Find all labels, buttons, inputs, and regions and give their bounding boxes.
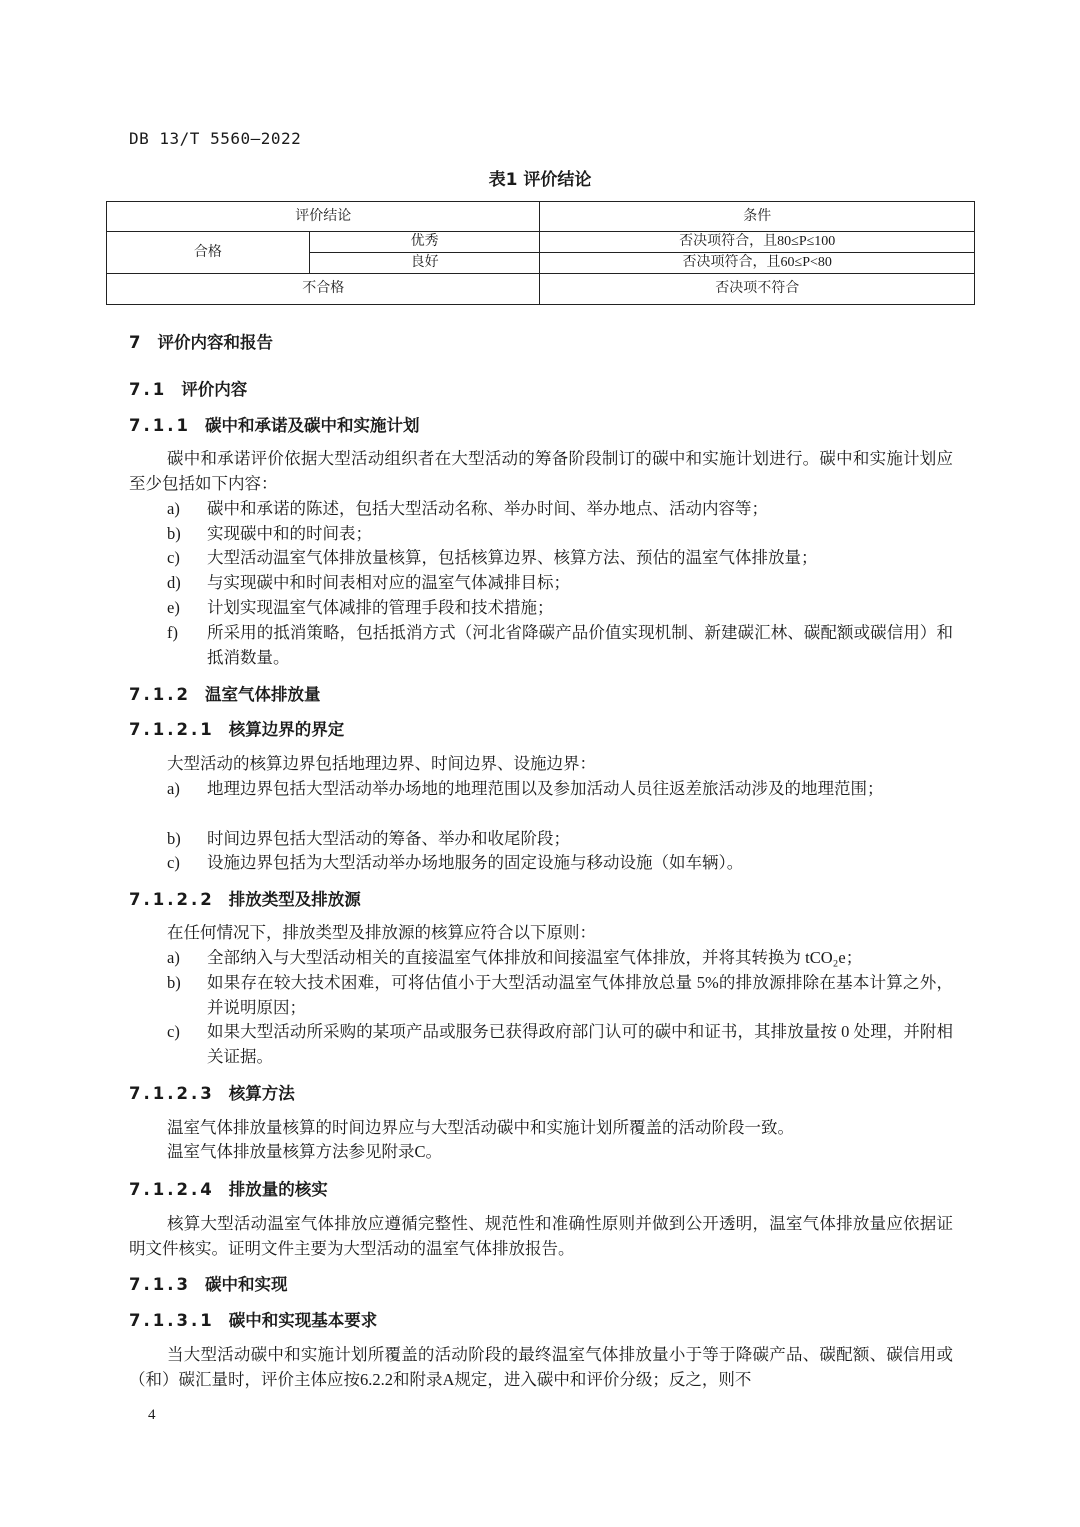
header-cell-condition: 条件: [540, 202, 975, 232]
list-item: f) 所采用的抵消策略，包括抵消方式（河北省降碳产品价值实现机制、新建碳汇林、碳配额或碳信用）和抵消数量。: [167, 623, 953, 667]
list-item: c) 大型活动温室气体排放量核算，包括核算边界、核算方法、预估的温室气体排放量；: [167, 548, 818, 567]
heading-7-1-2-1: 7.1.2.1 核算边界的界定: [129, 720, 345, 739]
cell-condition: 否决项不符合: [540, 274, 975, 305]
table-row: [107, 274, 975, 305]
paragraph: 大型活动的核算边界包括地理边界、时间边界、设施边界：: [167, 754, 596, 773]
table-caption: 表1 评价结论: [488, 170, 592, 190]
cell-condition: 否决项符合，且60≤P<80: [540, 253, 975, 274]
list-item: b) 实现碳中和的时间表；: [167, 524, 372, 543]
cell-grade: 优秀: [309, 232, 540, 253]
paragraph: 温室气体排放量核算方法参见附录C。: [167, 1142, 443, 1161]
paragraph: 核算大型活动温室气体排放应遵循完整性、规范性和准确性原则并做到公开透明，温室气体排放量应依据证明文件核实。证明文件主要为大型活动的温室气体排放报告。: [129, 1214, 953, 1258]
list-item: b) 如果存在较大技术困难，可将估值小于大型活动温室气体排放总量 5%的排放源排除在基本计算之外，并说明原因；: [167, 973, 953, 1017]
heading-7-1-2-3: 7.1.2.3 核算方法: [129, 1084, 295, 1103]
page-number: 4: [148, 1407, 156, 1423]
heading-7-1-3-1: 7.1.3.1 碳中和实现基本要求: [129, 1311, 378, 1330]
list-item: b) 时间边界包括大型活动的筹备、举办和收尾阶段；: [167, 829, 570, 848]
list-item: c) 如果大型活动所采购的某项产品或服务已获得政府部门认可的碳中和证书，其排放量按 0 处理，并附相关证据。: [167, 1022, 953, 1066]
list-item: a) 全部纳入与大型活动相关的直接温室气体排放和间接温室气体排放，并将其转换为 tCO₂e；: [167, 948, 863, 967]
heading-7-1: 7.1 评价内容: [129, 380, 248, 399]
evaluation-table: [106, 201, 975, 305]
table-row: [107, 232, 975, 253]
heading-7-1-2-2: 7.1.2.2 排放类型及排放源: [129, 890, 361, 909]
cell-grade: 良好: [309, 253, 540, 274]
list-item: c) 设施边界包括为大型活动举办场地服务的固定设施与移动设施（如车辆）。: [167, 853, 744, 872]
header-cell-conclusion: 评价结论: [107, 202, 540, 232]
cell-fail: 不合格: [107, 274, 540, 305]
cell-pass: 合格: [107, 232, 310, 274]
table-header-row: [107, 202, 975, 232]
heading-7-1-2-4: 7.1.2.4 排放量的核实: [129, 1180, 328, 1199]
paragraph: 当大型活动碳中和实施计划所覆盖的活动阶段的最终温室气体排放量小于等于降碳产品、碳配额、碳信用或（和）碳汇量时，评价主体应按6.2.2和附录A规定，进入碳中和评价分级；反之，则不: [129, 1345, 953, 1389]
paragraph: 碳中和承诺评价依据大型活动组织者在大型活动的筹备阶段制订的碳中和实施计划进行。碳中和实施计划应至少包括如下内容：: [129, 449, 953, 493]
list-item: a) 碳中和承诺的陈述，包括大型活动名称、举办时间、举办地点、活动内容等；: [167, 499, 768, 518]
cell-condition: 否决项符合，且80≤P≤100: [540, 232, 975, 253]
heading-7-1-2: 7.1.2 温室气体排放量: [129, 685, 321, 704]
paragraph: 温室气体排放量核算的时间边界应与大型活动碳中和实施计划所覆盖的活动阶段一致。: [167, 1118, 794, 1137]
list-item: e) 计划实现温室气体减排的管理手段和技术措施；: [167, 598, 554, 617]
paragraph: 在任何情况下，排放类型及排放源的核算应符合以下原则：: [167, 923, 596, 942]
heading-7-1-3: 7.1.3 碳中和实现: [129, 1275, 288, 1294]
standard-code: DB 13/T 5560—2022: [129, 129, 302, 148]
list-item: a) 地理边界包括大型活动举办场地的地理范围以及参加活动人员往返差旅活动涉及的地理范围；: [167, 779, 884, 798]
list-item: d) 与实现碳中和时间表相对应的温室气体减排目标；: [167, 573, 570, 592]
heading-7-1-1: 7.1.1 碳中和承诺及碳中和实施计划: [129, 416, 420, 435]
heading-7: 7 评价内容和报告: [129, 333, 273, 352]
